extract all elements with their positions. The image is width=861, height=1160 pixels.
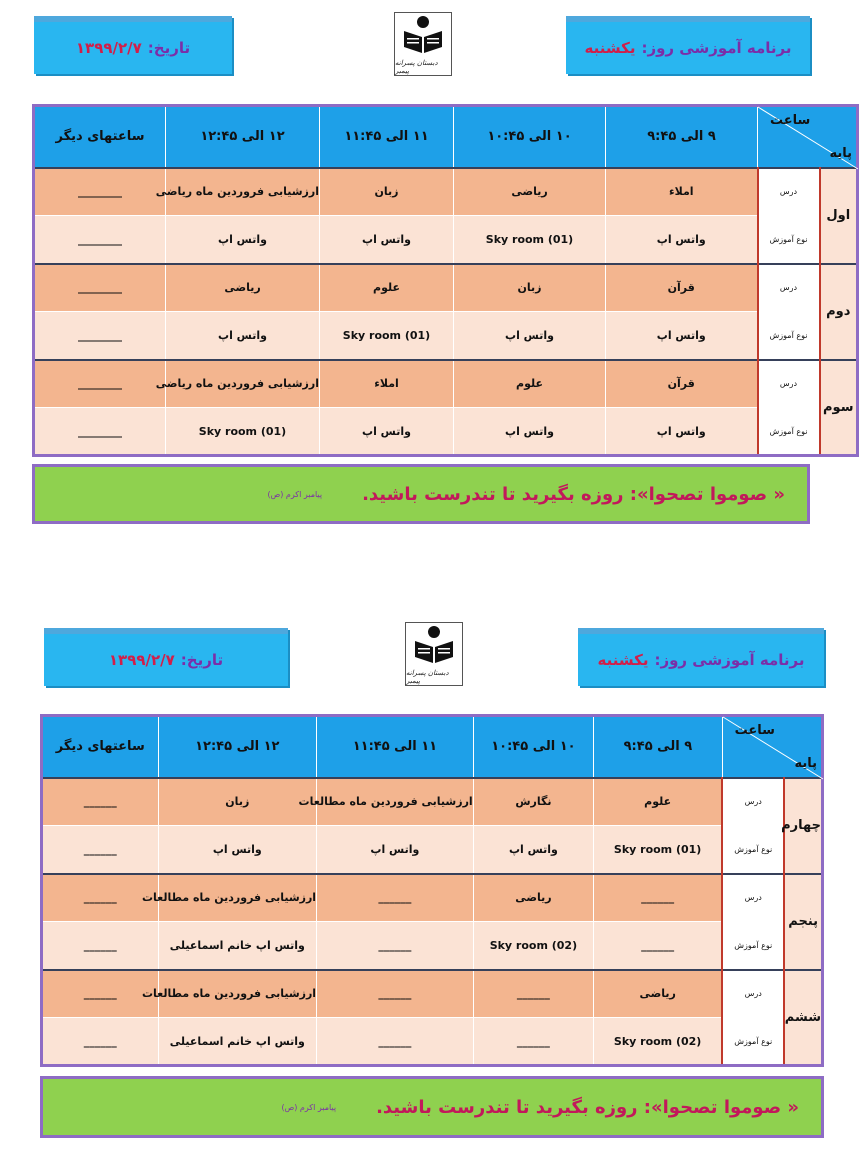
table-cell: واتس اپ <box>158 826 317 874</box>
table-cell: ________ <box>34 360 166 408</box>
grade-label: ششم <box>784 970 822 1066</box>
table-cell: زبان <box>320 168 454 216</box>
logo-caption: دبستان پسرانه پیمبر <box>406 669 449 685</box>
row-kind-label: نوع آموزش <box>722 826 784 874</box>
logo-caption: دبستان پسرانه پیمبر <box>395 59 438 75</box>
table-cell: ______ <box>317 970 474 1018</box>
row-kind-label: نوع آموزش <box>758 408 820 456</box>
table-cell: Sky room (01) <box>166 408 320 456</box>
table-cell: Sky room (02) <box>473 922 593 970</box>
table-cell: ________ <box>34 312 166 360</box>
date-label: تاریخ: <box>147 39 191 57</box>
column-header: ۱۲ الی ۱۲:۴۵ <box>166 106 320 168</box>
table-cell: ارزشیابی فروردین ماه ریاضی <box>166 168 320 216</box>
row-kind-label: نوع آموزش <box>722 922 784 970</box>
grade-label: پنجم <box>784 874 822 970</box>
table-cell: واتس اپ <box>320 408 454 456</box>
table-cell: ______ <box>42 1018 159 1066</box>
date-banner <box>44 628 288 686</box>
table-cell: واتس اپ <box>606 216 758 264</box>
table-cell: واتس اپ <box>606 408 758 456</box>
table-cell: قرآن <box>606 264 758 312</box>
date-value: ۱۳۹۹/۲/۷ <box>75 39 142 57</box>
table-cell: ______ <box>594 874 722 922</box>
table-cell: ______ <box>42 778 159 826</box>
table-cell: ______ <box>473 1018 593 1066</box>
table-cell: ______ <box>42 922 159 970</box>
table-cell: ارزشیابی فروردین ماه ریاضی <box>166 360 320 408</box>
table-cell: املاء <box>320 360 454 408</box>
book-person-icon <box>412 623 456 667</box>
quote-text: « صوموا تصحوا»: روزه بگیرید تا تندرست باشید. <box>362 483 785 505</box>
table-cell: املاء <box>606 168 758 216</box>
column-header: ۱۰ الی ۱۰:۴۵ <box>454 106 606 168</box>
corner-time-label: ساعت <box>734 723 775 738</box>
table-cell: واتس اپ <box>473 826 593 874</box>
date-value: ۱۳۹۹/۲/۷ <box>108 651 175 669</box>
table-cell: واتس اپ <box>166 216 320 264</box>
row-kind-label: درس <box>722 778 784 826</box>
table-cell: ______ <box>473 970 593 1018</box>
table-cell: زبان <box>158 778 317 826</box>
table-cell: Sky room (01) <box>454 216 606 264</box>
table-cell: ریاضی <box>166 264 320 312</box>
quote-text: « صوموا تصحوا»: روزه بگیرید تا تندرست باشید. <box>376 1096 799 1118</box>
column-header: ۹ الی ۹:۴۵ <box>606 106 758 168</box>
column-header: ۹ الی ۹:۴۵ <box>594 716 722 778</box>
table-cell: ________ <box>34 216 166 264</box>
table-cell: ارزشیابی فروردین ماه مطالعات <box>158 874 317 922</box>
corner-time-label: ساعت <box>770 113 811 128</box>
table-cell: ______ <box>317 1018 474 1066</box>
corner-grade-label: پایه <box>794 755 817 771</box>
corner-header <box>722 716 822 778</box>
grade-label: چهارم <box>784 778 822 874</box>
table-cell: ریاضی <box>473 874 593 922</box>
quote-footer <box>40 1076 824 1138</box>
table-row <box>42 1018 823 1066</box>
table-cell: ______ <box>317 874 474 922</box>
table-cell: ________ <box>34 168 166 216</box>
quote-source: پیامبر اکرم (ص) <box>281 1102 337 1112</box>
column-header: ۱۱ الی ۱۱:۴۵ <box>320 106 454 168</box>
table-cell: واتس اپ <box>454 408 606 456</box>
grade-label: اول <box>820 168 858 264</box>
row-kind-label: نوع آموزش <box>758 312 820 360</box>
corner-grade-label: پایه <box>829 145 852 161</box>
table-cell: علوم <box>454 360 606 408</box>
column-header: ۱۱ الی ۱۱:۴۵ <box>317 716 474 778</box>
table-cell: ______ <box>42 826 159 874</box>
table-cell: ________ <box>34 408 166 456</box>
program-label: برنامه آموزشی روز: <box>641 39 792 57</box>
table-cell: Sky room (01) <box>594 826 722 874</box>
table-cell: واتس اپ <box>317 826 474 874</box>
row-kind-label: درس <box>758 360 820 408</box>
table-cell: ارزشیابی فروردین ماه مطالعات <box>158 970 317 1018</box>
column-header: ۱۲ الی ۱۲:۴۵ <box>158 716 317 778</box>
table-cell: ______ <box>594 922 722 970</box>
table-cell: واتس اپ <box>166 312 320 360</box>
table-cell: ________ <box>34 264 166 312</box>
table-cell: Sky room (01) <box>320 312 454 360</box>
table-cell: واتس اپ <box>454 312 606 360</box>
table-row <box>42 778 823 826</box>
program-day: یکشنبه <box>597 651 649 669</box>
table-row <box>42 922 823 970</box>
table-cell: زبان <box>454 264 606 312</box>
row-kind-label: درس <box>758 264 820 312</box>
column-header: ساعتهای دیگر <box>34 106 166 168</box>
program-label: برنامه آموزشی روز: <box>654 651 805 669</box>
table-cell: واتس اپ خانم اسماعیلی <box>158 1018 317 1066</box>
table-cell: ریاضی <box>454 168 606 216</box>
table-cell: ریاضی <box>594 970 722 1018</box>
quote-source: پیامبر اکرم (ص) <box>267 489 323 499</box>
schedule-table <box>40 714 824 1067</box>
table-cell: نگارش <box>473 778 593 826</box>
column-header: ساعتهای دیگر <box>42 716 159 778</box>
grade-label: دوم <box>820 264 858 360</box>
row-kind-label: درس <box>722 874 784 922</box>
school-logo <box>405 622 463 686</box>
table-cell: قرآن <box>606 360 758 408</box>
table-cell: واتس اپ خانم اسماعیلی <box>158 922 317 970</box>
table-cell: واتس اپ <box>606 312 758 360</box>
table-cell: ______ <box>42 874 159 922</box>
program-day: یکشنبه <box>584 39 636 57</box>
program-banner <box>578 628 824 686</box>
table-cell: ارزشیابی فروردین ماه مطالعات <box>317 778 474 826</box>
table-cell: واتس اپ <box>320 216 454 264</box>
row-kind-label: نوع آموزش <box>758 216 820 264</box>
column-header: ۱۰ الی ۱۰:۴۵ <box>473 716 593 778</box>
row-kind-label: نوع آموزش <box>722 1018 784 1066</box>
date-label: تاریخ: <box>180 651 224 669</box>
table-cell: Sky room (02) <box>594 1018 722 1066</box>
table-row <box>42 874 823 922</box>
table-cell: علوم <box>594 778 722 826</box>
table-row <box>42 826 823 874</box>
row-kind-label: درس <box>758 168 820 216</box>
table-cell: ______ <box>317 922 474 970</box>
table-cell: ______ <box>42 970 159 1018</box>
table-cell: علوم <box>320 264 454 312</box>
row-kind-label: درس <box>722 970 784 1018</box>
table-row <box>42 970 823 1018</box>
grade-label: سوم <box>820 360 858 456</box>
